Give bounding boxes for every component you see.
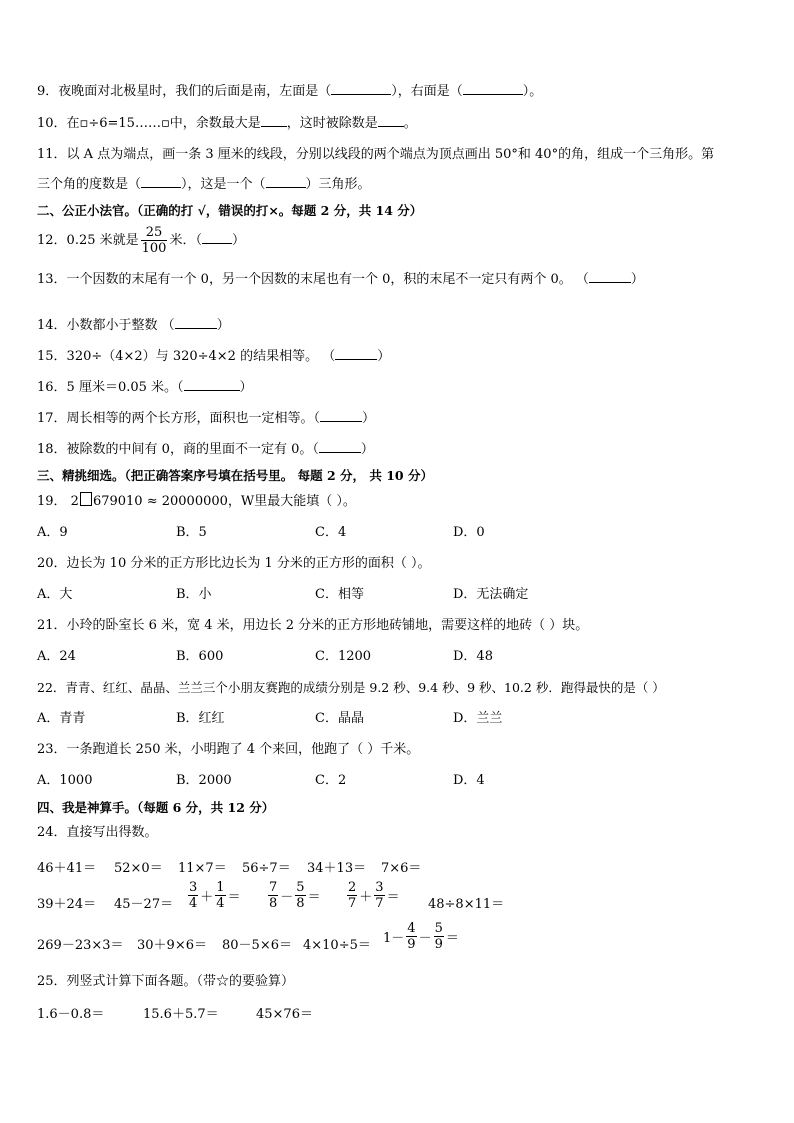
q24-r3-item-3[interactable]: 80－5×6＝ bbox=[222, 938, 292, 953]
section-2-heading: 二、公正小法官。（正确的打 √，错误的打×。每题 2 分，共 14 分） bbox=[37, 203, 423, 218]
q12-text-c: ） bbox=[231, 233, 245, 248]
q23-option-d[interactable]: D．4 bbox=[453, 773, 485, 788]
q11-text-a: 三个角的度数是（ bbox=[37, 177, 142, 192]
q24-r1-item-2[interactable]: 52×0＝ bbox=[114, 861, 163, 876]
frac-2-7 bbox=[347, 880, 357, 911]
q13-blank[interactable] bbox=[589, 270, 631, 283]
denominator: 7 bbox=[375, 896, 384, 911]
q15-text-a: 15．320÷（4×2）与 320÷4×2 的结果相等。 （ bbox=[37, 349, 336, 364]
numerator: 5 bbox=[434, 921, 443, 936]
q12-blank[interactable] bbox=[202, 231, 232, 244]
q23-text: 23．一条跑道长 250 米，小明跑了 4 个来回，他跑了（ ）千米。 bbox=[37, 742, 420, 757]
question-21 bbox=[37, 617, 588, 635]
question-14 bbox=[37, 316, 230, 335]
question-11-line2 bbox=[37, 175, 371, 194]
q10-text-c: 。 bbox=[403, 116, 417, 131]
q16-text-a: 16．5 厘米＝0.05 米。（ bbox=[37, 380, 184, 395]
q13-text-a: 13．一个因数的末尾有一个 0，另一个因数的末尾也有一个 0，积的末尾不一定只有两个 0。 （ bbox=[37, 272, 589, 287]
q18-text-a: 18．被除数的中间有 0，商的里面不一定有 0。（ bbox=[37, 442, 319, 457]
q11-text-b: ），这是一个（ bbox=[181, 177, 266, 192]
q17-text-a: 17．周长相等的两个长方形，面积也一定相等。（ bbox=[37, 411, 321, 426]
q23-option-a[interactable]: A．1000 bbox=[37, 773, 93, 788]
q21-option-a[interactable]: A．24 bbox=[37, 649, 76, 664]
q24-r2-item-1[interactable]: 39＋24＝ bbox=[37, 897, 97, 912]
one-minus: 1－ bbox=[383, 931, 405, 946]
q24-r1-item-1[interactable]: 46＋41＝ bbox=[37, 861, 97, 876]
q14-text-a: 14．小数都小于整数 （ bbox=[37, 318, 175, 333]
q19-option-c[interactable]: C．4 bbox=[315, 525, 347, 540]
q18-text-c: ） bbox=[360, 442, 374, 457]
q11-text-c: ）三角形。 bbox=[305, 177, 371, 192]
q19-blank-box[interactable] bbox=[80, 492, 92, 506]
q12-text-b: 米．（ bbox=[169, 233, 202, 248]
q24-r3-item-2[interactable]: 30＋9×6＝ bbox=[137, 938, 207, 953]
question-22 bbox=[37, 679, 665, 697]
q21-option-c[interactable]: C．1200 bbox=[315, 649, 372, 664]
q24-r1-item-4[interactable]: 56÷7＝ bbox=[242, 861, 291, 876]
q25-item-1[interactable]: 1.6－0.8＝ bbox=[37, 1007, 105, 1022]
q17-blank[interactable] bbox=[320, 409, 362, 422]
equals-sign: ＝ bbox=[386, 890, 400, 905]
numerator: 2 bbox=[348, 880, 357, 895]
equals-sign: ＝ bbox=[227, 890, 241, 905]
q14-blank[interactable] bbox=[175, 316, 217, 329]
q24-r1-item-3[interactable]: 11×7＝ bbox=[178, 861, 227, 876]
q10-blank-remainder[interactable] bbox=[261, 114, 287, 127]
numerator: 4 bbox=[407, 921, 416, 936]
q19-text-a: 19． 2 bbox=[37, 494, 79, 509]
numerator: 3 bbox=[375, 880, 384, 895]
q16-blank[interactable] bbox=[184, 378, 240, 391]
frac-4-9 bbox=[406, 921, 416, 952]
numerator: 7 bbox=[269, 880, 278, 895]
minus-sign: － bbox=[418, 931, 432, 946]
q25-item-3[interactable]: 45×76＝ bbox=[256, 1007, 313, 1022]
q24-r2-item-6[interactable]: 48÷8×11＝ bbox=[428, 897, 505, 912]
q24-r2-item-2[interactable]: 45－27＝ bbox=[114, 897, 174, 912]
q21-option-d[interactable]: D．48 bbox=[453, 649, 493, 664]
q9-text-b: ），右面是（ bbox=[391, 84, 463, 99]
q12-denominator: 100 bbox=[141, 241, 167, 256]
q11-blank-angle[interactable] bbox=[141, 175, 181, 188]
q12-fraction bbox=[141, 225, 168, 256]
numerator: 3 bbox=[189, 880, 198, 895]
q22-option-a[interactable]: A．青青 bbox=[37, 711, 86, 726]
q23-option-b[interactable]: B．2000 bbox=[176, 773, 232, 788]
question-9 bbox=[37, 82, 542, 101]
section-4-heading: 四、我是神算手。（每题 6 分，共 12 分） bbox=[37, 800, 275, 815]
question-23 bbox=[37, 741, 419, 759]
question-13 bbox=[37, 270, 644, 289]
question-19 bbox=[37, 492, 356, 511]
question-20 bbox=[37, 555, 431, 573]
q22-option-b[interactable]: B．红红 bbox=[176, 711, 225, 726]
q22-option-c[interactable]: C．晶晶 bbox=[315, 711, 364, 726]
q24-r3-fraction-expr[interactable] bbox=[383, 921, 459, 952]
denominator: 8 bbox=[269, 896, 278, 911]
q19-text-b: 679010 ≈ 20000000，W里最大能填（ ）。 bbox=[92, 494, 356, 509]
question-24-title: 24．直接写出得数。 bbox=[37, 825, 158, 840]
frac-5-9 bbox=[434, 921, 444, 952]
question-18 bbox=[37, 440, 374, 459]
denominator: 9 bbox=[434, 937, 443, 952]
q11-text-line1: 11．以 A 点为端点，画一条 3 厘米的线段，分别以线段的两个端点为顶点画出 50°和 40°的角，组成一个三角形。第 bbox=[37, 147, 715, 162]
q22-text: 22．青青、红红、晶晶、兰兰三个小朋友赛跑的成绩分别是 9.2 秒、9.4 秒、9 秒、10.2 秒．跑得最快的是（ ） bbox=[37, 680, 665, 695]
q21-text: 21．小玲的卧室长 6 米，宽 4 米，用边长 2 分米的正方形地砖铺地，需要这样的地砖（ ）块。 bbox=[37, 618, 589, 633]
q24-r3-item-4[interactable]: 4×10÷5＝ bbox=[303, 938, 371, 953]
q16-text-c: ） bbox=[239, 380, 253, 395]
q24-r2-fraction-sum-2[interactable] bbox=[345, 880, 400, 911]
q20-option-b[interactable]: B．小 bbox=[176, 587, 212, 602]
q13-text-c: ） bbox=[630, 272, 644, 287]
frac-3-7 bbox=[374, 880, 384, 911]
q23-option-c[interactable]: C．2 bbox=[315, 773, 347, 788]
q24-r2-fraction-sum-1[interactable] bbox=[186, 880, 241, 911]
question-17 bbox=[37, 409, 375, 428]
question-12 bbox=[37, 224, 245, 258]
numerator: 5 bbox=[296, 880, 305, 895]
q9-text-a: 9．夜晚面对北极星时，我们的后面是南，左面是（ bbox=[37, 84, 332, 99]
q10-blank-dividend[interactable] bbox=[378, 114, 404, 127]
q22-option-d[interactable]: D．兰兰 bbox=[453, 711, 503, 726]
plus-sign: ＋ bbox=[359, 890, 373, 905]
q20-option-d[interactable]: D．无法确定 bbox=[453, 587, 529, 602]
equals-sign: ＝ bbox=[445, 931, 459, 946]
plus-sign: ＋ bbox=[200, 890, 214, 905]
question-10 bbox=[37, 114, 417, 133]
q10-text-a: 10．在▫÷6=15……▫中，余数最大是 bbox=[37, 116, 261, 131]
q10-text-b: ，这时被除数是 bbox=[286, 116, 378, 131]
q24-r1-item-6[interactable]: 7×6＝ bbox=[381, 861, 422, 876]
frac-7-8 bbox=[268, 880, 278, 911]
numerator: 1 bbox=[216, 880, 225, 895]
question-15 bbox=[37, 347, 390, 366]
frac-1-4 bbox=[215, 880, 225, 911]
q24-r1-item-5[interactable]: 34＋13＝ bbox=[307, 861, 367, 876]
q17-text-c: ） bbox=[362, 411, 376, 426]
minus-sign: － bbox=[280, 890, 294, 905]
frac-5-8 bbox=[295, 880, 305, 911]
q14-text-c: ） bbox=[216, 318, 230, 333]
denominator: 9 bbox=[407, 937, 416, 952]
q25-item-2[interactable]: 15.6＋5.7＝ bbox=[143, 1007, 219, 1022]
question-25-title: 25．列竖式计算下面各题。（带☆的要验算） bbox=[37, 974, 295, 989]
q19-option-a[interactable]: A．9 bbox=[37, 525, 68, 540]
q11-blank-type[interactable] bbox=[266, 175, 306, 188]
q20-option-c[interactable]: C．相等 bbox=[315, 587, 364, 602]
denominator: 7 bbox=[348, 896, 357, 911]
question-16 bbox=[37, 378, 253, 397]
q24-r2-fraction-diff[interactable] bbox=[266, 880, 321, 911]
q12-numerator: 25 bbox=[141, 225, 168, 241]
denominator: 8 bbox=[296, 896, 305, 911]
q19-option-b[interactable]: B．5 bbox=[176, 525, 207, 540]
q18-blank[interactable] bbox=[319, 440, 361, 453]
q15-text-c: ） bbox=[377, 349, 391, 364]
section-3-heading: 三、精挑细选。（把正确答案序号填在括号里。 每题 2 分， 共 10 分） bbox=[37, 468, 433, 483]
denominator: 4 bbox=[189, 896, 198, 911]
q20-text: 20．边长为 10 分米的正方形比边长为 1 分米的正方形的面积（ ）。 bbox=[37, 556, 431, 571]
q20-option-a[interactable]: A．大 bbox=[37, 587, 73, 602]
q15-blank[interactable] bbox=[335, 347, 377, 360]
denominator: 4 bbox=[216, 896, 225, 911]
q9-blank-left[interactable] bbox=[331, 82, 391, 95]
question-11-line1 bbox=[37, 146, 714, 164]
q19-option-d[interactable]: D．0 bbox=[453, 525, 485, 540]
frac-3-4 bbox=[188, 880, 198, 911]
q9-blank-right[interactable] bbox=[463, 82, 523, 95]
q12-text-a: 12．0.25 米就是 bbox=[37, 233, 139, 248]
q9-text-c: ）。 bbox=[522, 84, 543, 99]
q24-r3-item-1[interactable]: 269－23×3＝ bbox=[37, 938, 124, 953]
equals-sign: ＝ bbox=[307, 890, 321, 905]
q21-option-b[interactable]: B．600 bbox=[176, 649, 224, 664]
